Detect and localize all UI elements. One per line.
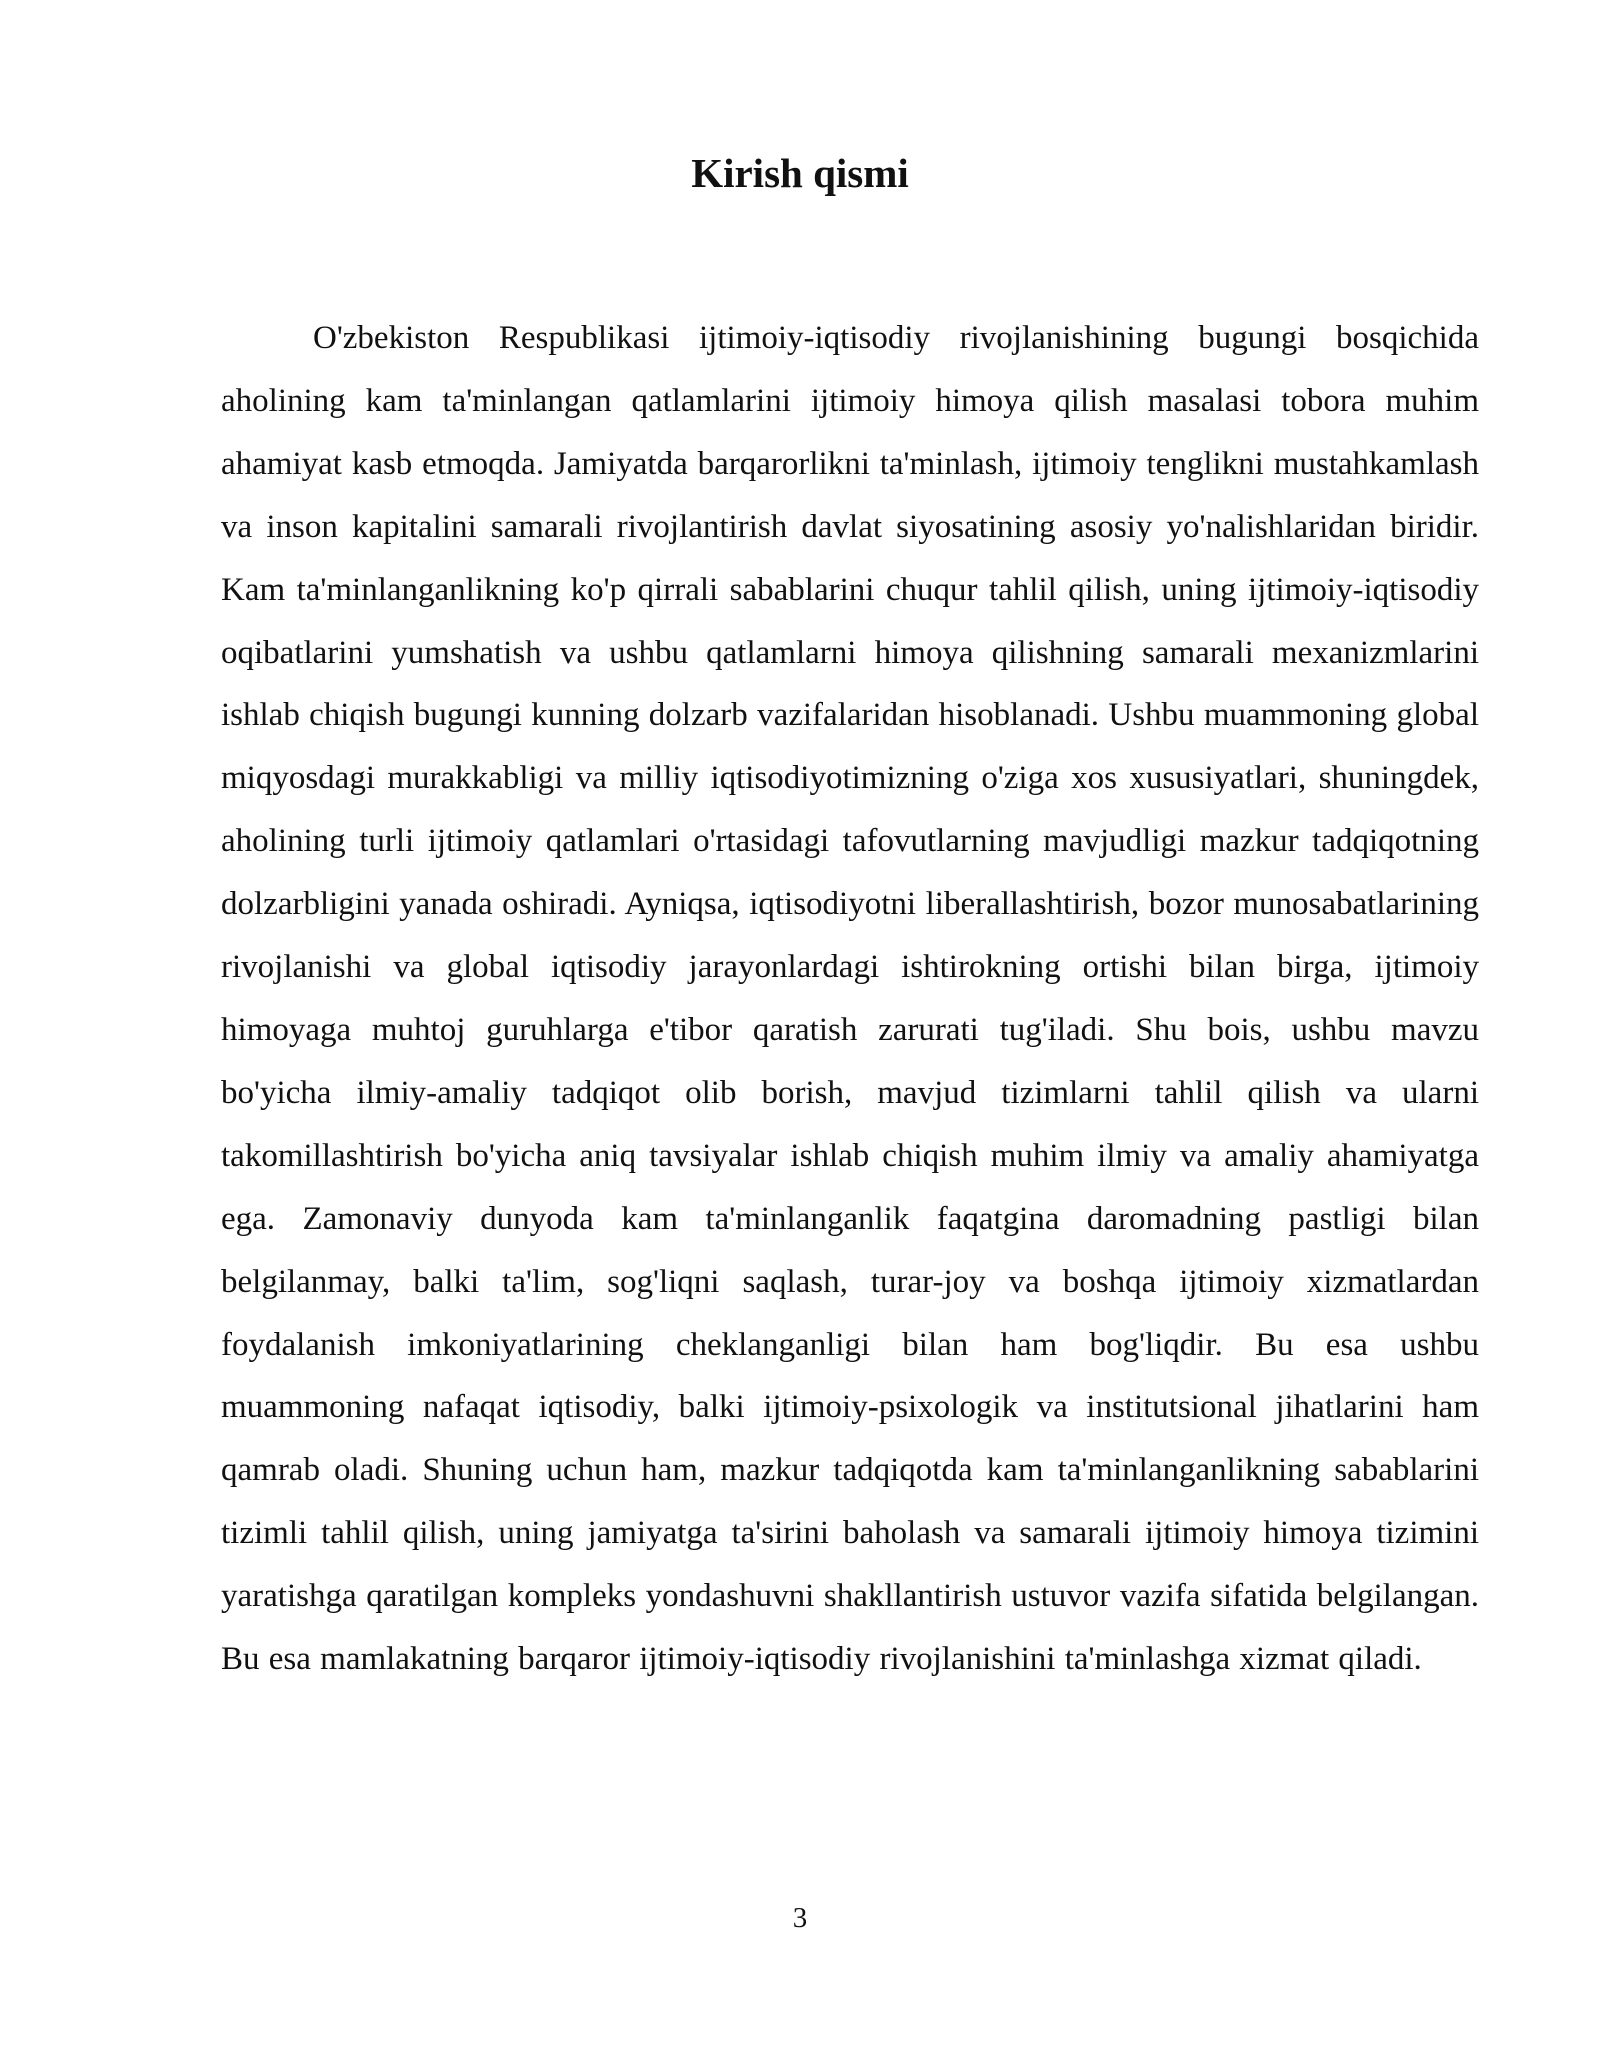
page-number: 3: [792, 1902, 808, 1934]
body-paragraph: O'zbekiston Respublikasi ijtimoiy-iqtisodiy rivojlanishining bugungi bosqichida aholining kam ta'minlangan qatlamlarini ijtimoiy himoya qilish masalasi tobora muhim ahamiyat kasb etmoqda. Jamiyatda barqarorlikni ta'minlash, ijtimoiy tenglikni mustahkamlash va inson kapitalini samarali rivojlantirish davlat siyosatining asosiy yo'nalishlaridan biridir. Kam ta'minlanganlikning ko'p qirrali sabablarini chuqur tahlil qilish, uning ijtimoiy-iqtisodiy oqibatlarini yumshatish va ushbu qatlamlarni himoya qilishning samarali mexanizmlarini ishlab chiqish bugungi kunning dolzarb vazifalaridan hisoblanadi. Ushbu muammoning global miqyosdagi murakkabligi va milliy iqtisodiyotimizning o'ziga xos xususiyatlari, shuningdek, aholining turli ijtimoiy qatlamlari o'rtasidagi tafovutlarning mavjudligi mazkur tadqiqotning dolzarbligini yanada oshiradi. Ayniqsa, iqtisodiyotni liberallashtirish, bozor munosabatlarining rivojlanishi va global iqtisodiy jarayonlardagi ishtirokning ortishi bilan birga, ijtimoiy himoyaga muhtoj guruhlarga e'tibor qaratish zarurati tug'iladi. Shu bois, ushbu mavzu bo'yicha ilmiy-amaliy tadqiqot olib borish, mavjud tizimlarni tahlil qilish va ularni takomillashtirish bo'yicha aniq tavsiyalar ishlab chiqish muhim ilmiy va amaliy ahamiyatga ega. Zamonaviy dunyoda kam ta'minlanganlik faqatgina daromadning pastligi bilan belgilanmay, balki ta'lim, sog'liqni saqlash, turar-joy va boshqa ijtimoiy xizmatlardan foydalanish imkoniyatlarining cheklanganligi bilan ham bog'liqdir. Bu esa ushbu muammoning nafaqat iqtisodiy, balki ijtimoiy-psixologik va institutsional jihatlarini ham qamrab oladi. Shuning uchun ham, mazkur tadqiqotda kam ta'minlanganlikning sabablarini tizimli tahlil qilish, uning jamiyatga ta'sirini baholash va samarali ijtimoiy himoya tizimini yaratishga qaratilgan kompleks yondashuvni shakllantirish ustuvor vazifa sifatida belgilangan. Bu esa mamlakatning barqaror ijtimoiy-iqtisodiy rivojlanishini ta'minlashga xizmat qiladi.: [221, 320, 1479, 1678]
page-title: Kirish qismi: [691, 150, 909, 196]
